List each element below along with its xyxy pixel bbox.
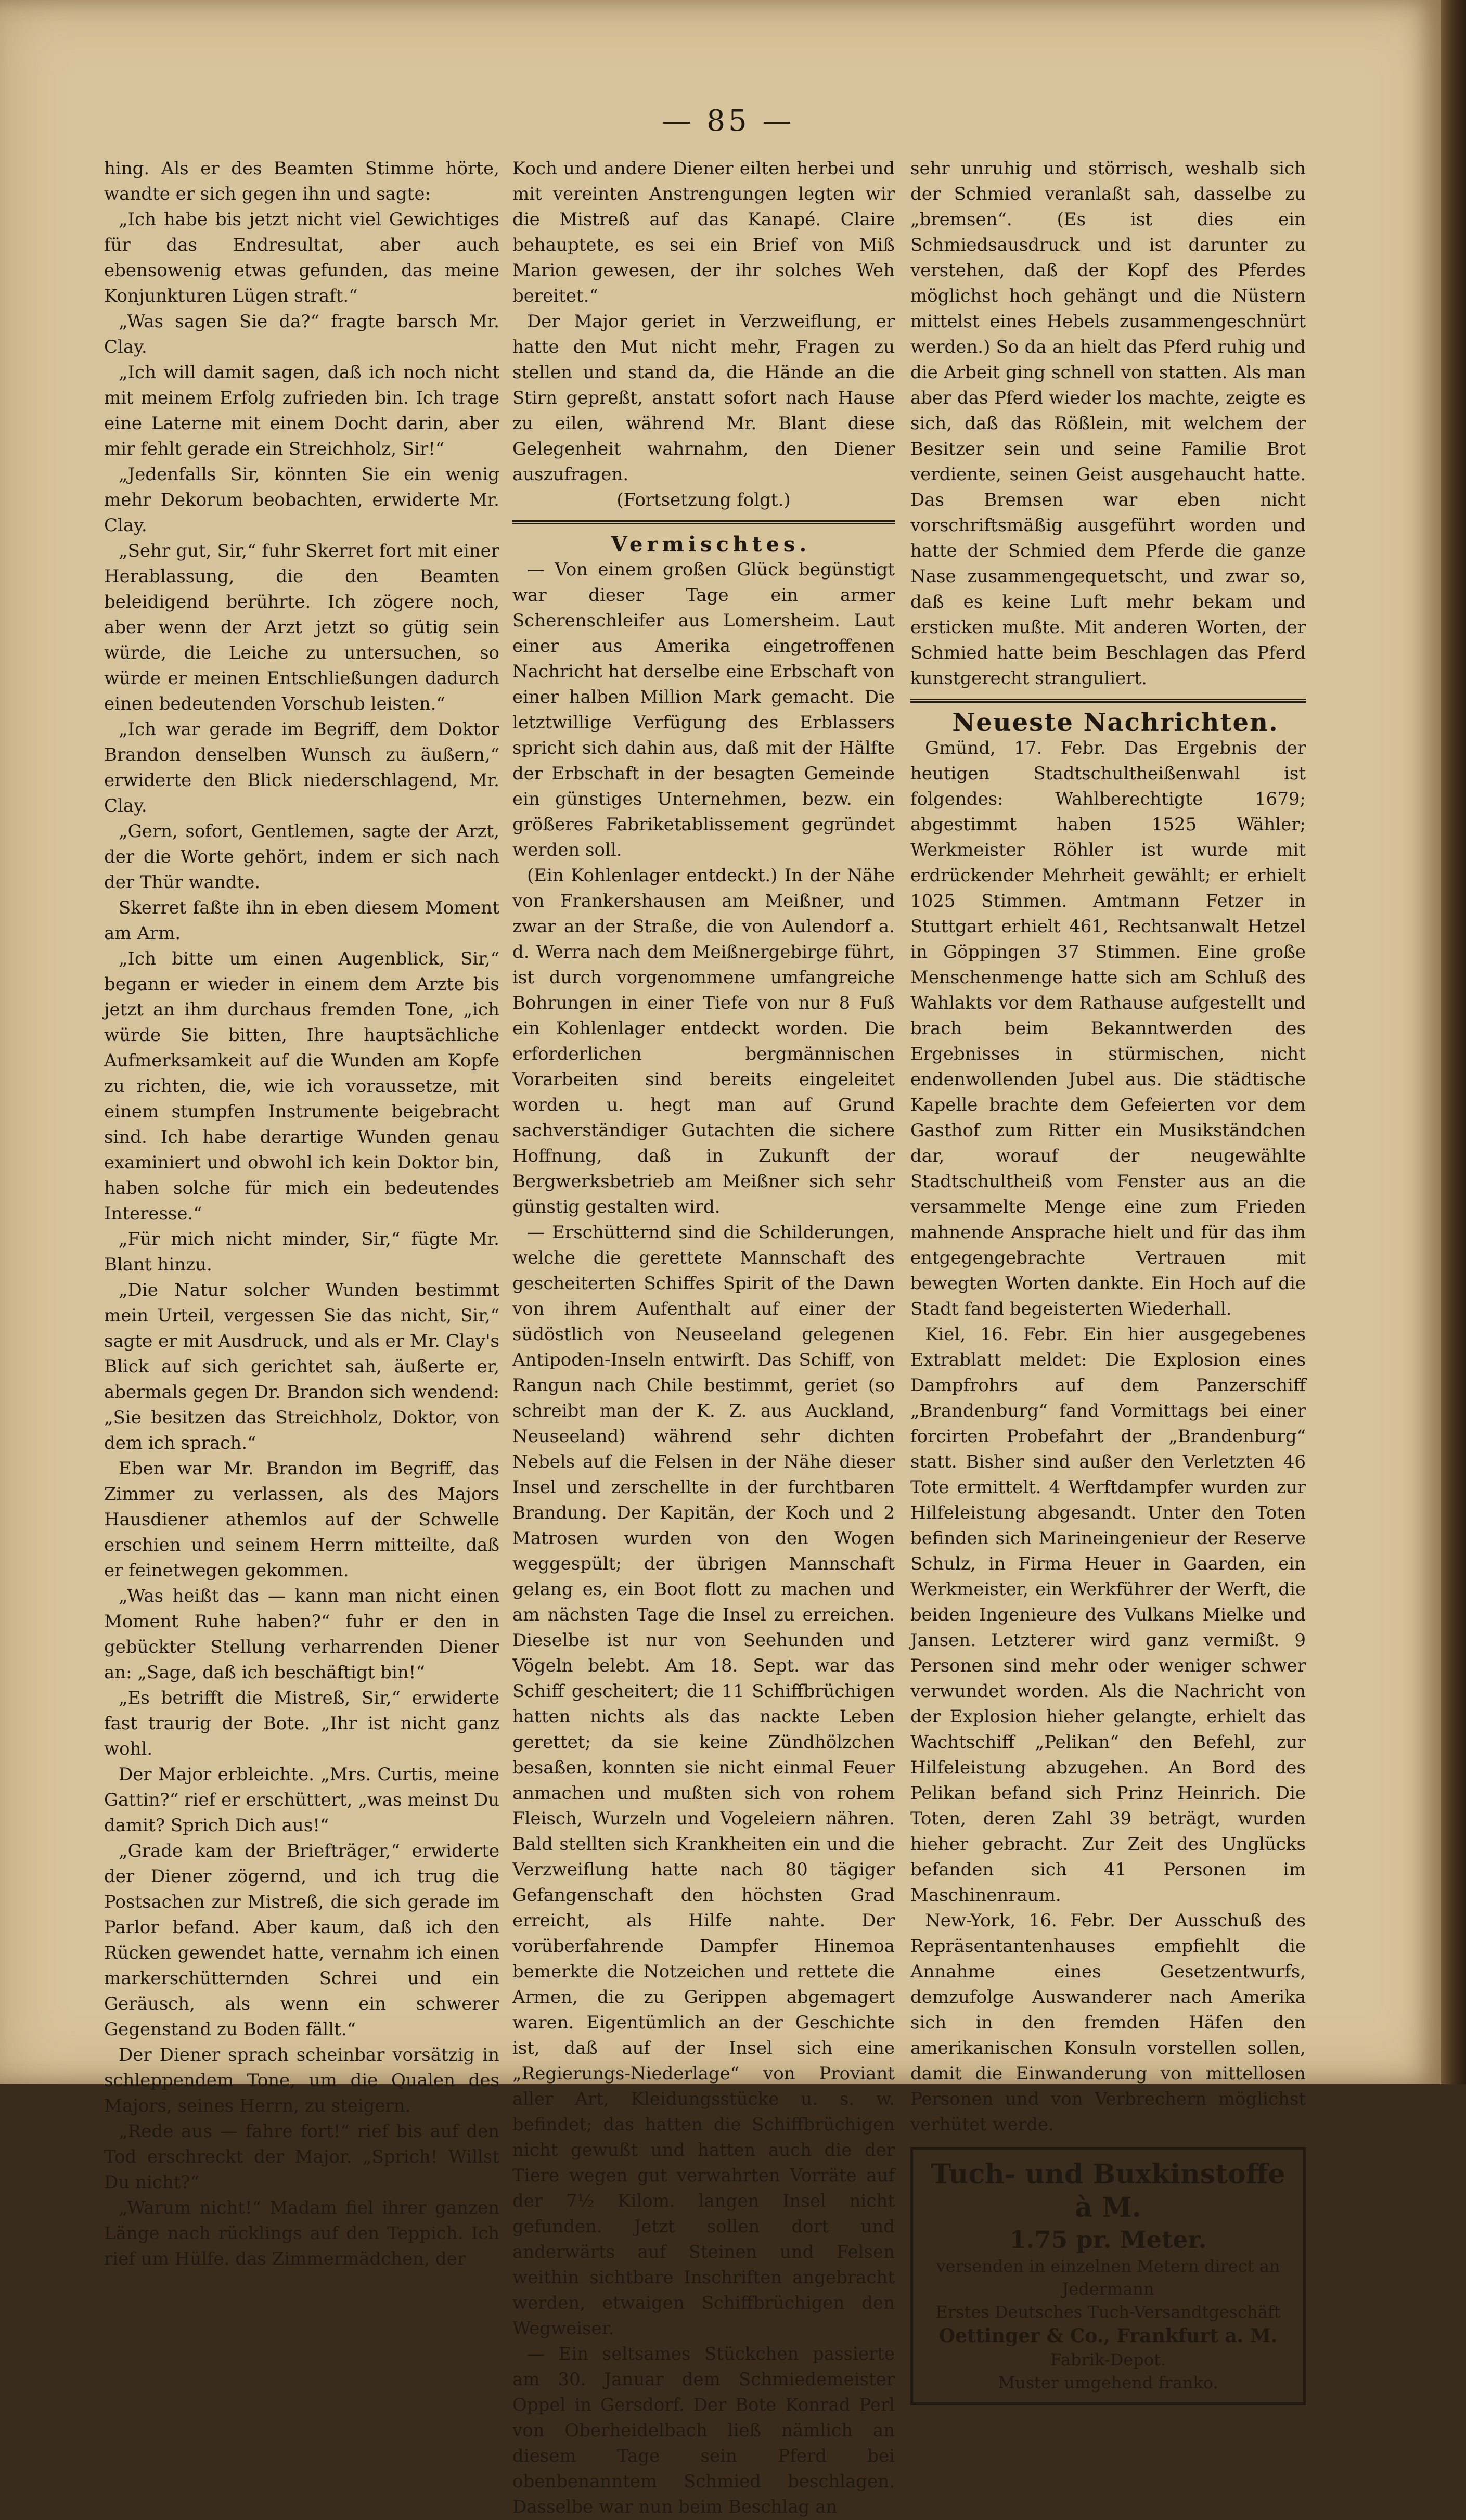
paragraph: Eben war Mr. Brandon im Begriff, das Zimmer zu verlassen, als des Majors Hausdiener athemlos auf der Schwelle erschien und seinem Herrn mitteilte, daß er feinetwegen gekommen. xyxy=(104,1458,499,1581)
section-title-vermischtes: Vermischtes. xyxy=(611,532,811,557)
paragraph: Koch und andere Diener eilten herbei und mit vereinten Anstrengungen legten wir die Mistreß auf das Kanapé. Claire behauptete, es sei ein Brief von Miß Marion gewesen, der ihr solches Weh bereitet.“ xyxy=(512,158,895,306)
column-1 xyxy=(104,156,499,2272)
paragraph: (Ein Kohlenlager entdeckt.) In der Nähe von Frankershausen am Meißner, und zwar an der Straße, die von Aulendorf a. d. Werra nach dem Meißnergebirge führt, ist durch vorgenommene umfangreiche Bohrungen in einer Tiefe von nur 8 Fuß ein Kohlenlager entdeckt worden. Die erforderlichen bergmännischen Vorarbeiten sind bereits eingeleitet worden u. hegt man auf Grund sachverständiger Gutachten die sichere Hoffnung, daß in Zukunft der Bergwerksbetrieb am Meißner sich sehr günstig gestalten wird. xyxy=(512,865,895,1217)
ad-price: 1.75 pr. Meter. xyxy=(1009,2226,1207,2254)
paragraph: „Was heißt das — kann man nicht einen Moment Ruhe haben?“ fuhr er den in gebückter Stellung verharrenden Diener an: „Sage, daß ich beschäftigt bin!“ xyxy=(104,1586,499,1683)
paragraph: Der Major geriet in Verzweiflung, er hatte den Mut nicht mehr, Fragen zu stellen und stand da, die Hände an die Stirn gepreßt, anstatt sofort nach Hause zu eilen, während Mr. Blant diese Gelegenheit wahrnahm, den Diener auszufragen. xyxy=(512,311,895,485)
paragraph: „Die Natur solcher Wunden bestimmt mein Urteil, vergessen Sie das nicht, Sir,“ sagte er mit Ausdruck, und als er Mr. Clay's Blick auf sich gerichtet sah, äußerte er, abermals gegen Dr. Brandon sich wendend: „Sie besitzen das Streichholz, Doktor, von dem ich sprach.“ xyxy=(104,1280,499,1454)
book-binding xyxy=(1441,0,1466,2084)
paragraph: „Für mich nicht minder, Sir,“ fügte Mr. Blant hinzu. xyxy=(104,1229,499,1275)
paragraph: „Was sagen Sie da?“ fragte barsch Mr. Clay. xyxy=(104,311,499,357)
paragraph: „Grade kam der Briefträger,“ erwiderte der Diener zögernd, und ich trug die Postsachen zur Mistreß, die sich gerade im Parlor befand. Aber kaum, daß ich den Rücken gewendet hatte, vernahm ich einen markerschütternden Schrei und ein Geräusch, als wenn ein schwerer Gegenstand zu Boden fällt.“ xyxy=(104,1841,499,2040)
paragraph: Skerret faßte ihn in eben diesem Moment am Arm. xyxy=(104,897,499,944)
section-divider xyxy=(512,520,895,524)
paragraph: „Ich habe bis jetzt nicht viel Gewichtiges für das Endresultat, aber auch ebensowenig etwas gefunden, das meine Konjunkturen Lügen straft.“ xyxy=(104,209,499,306)
paragraph: „Ich bitte um einen Augenblick, Sir,“ begann er wieder in einem dem Arzte bis jetzt an ihm durchaus fremden Tone, „ich würde Sie bitten, Ihre hauptsächliche Aufmerksamkeit auf die Wunden am Kopfe zu richten, die, wie ich voraussetze, mit einem stumpfen Instrumente beigebracht sind. Ich habe derartige Wunden genau examiniert und obwohl ich kein Doktor bin, haben solche für mich ein bedeutendes Interesse.“ xyxy=(104,948,499,1224)
advertisement-box xyxy=(910,2147,1306,2405)
paragraph: „Jedenfalls Sir, könnten Sie ein wenig mehr Dekorum beobachten, erwiderte Mr. Clay. xyxy=(104,464,499,536)
ad-text: Erstes Deutsches Tuch-Versandtgeschäft xyxy=(935,2302,1281,2322)
ad-title: Tuch- und Buxkinstoffe à M. xyxy=(931,2158,1285,2223)
paragraph: „Ich will damit sagen, daß ich noch nicht mit meinem Erfolg zufrieden bin. Ich trage eine Laterne mit einem Docht darin, aber mir fehlt gerade ein Streichholz, Sir!“ xyxy=(104,362,499,459)
paragraph: hing. Als er des Beamten Stimme hörte, wandte er sich gegen ihn und sagte: xyxy=(104,158,499,204)
ad-text: Jedermann xyxy=(1062,2279,1154,2299)
ad-company: Oettinger & Co., Frankfurt a. M. xyxy=(938,2325,1278,2347)
paragraph: „Warum nicht!“ Madam fiel ihrer ganzen Länge nach rücklings auf den Teppich. Ich rief um Hülfe. das Zimmermädchen, der xyxy=(104,2197,499,2269)
column-2 xyxy=(512,156,895,2520)
paragraph: „Sehr gut, Sir,“ fuhr Skerret fort mit einer Herablassung, die den Beamten beleidigend berührte. Ich zögere noch, aber wenn der Arzt jetzt so gütig sein würde, die Leiche zu untersuchen, so würde er meinen Entschließungen dadurch einen bedeutenden Vorschub leisten.“ xyxy=(104,541,499,714)
ad-text: versenden in einzelnen Metern direct an xyxy=(936,2256,1280,2276)
paragraph: Der Diener sprach scheinbar vorsätzig in schleppendem Tone, um die Qualen des Majors, seines Herrn, zu steigern. xyxy=(104,2045,499,2116)
paragraph: „Gern, sofort, Gentlemen, sagte der Arzt, der die Worte gehört, indem er sich nach der Thür wandte. xyxy=(104,821,499,893)
section-divider xyxy=(910,699,1306,703)
ad-text: Muster umgehend franko. xyxy=(998,2373,1218,2393)
page-number: — 85 — xyxy=(662,104,795,138)
continued-note: (Fortsetzung folgt.) xyxy=(616,490,791,510)
paragraph: „Ich war gerade im Begriff, dem Doktor Brandon denselben Wunsch zu äußern,“ erwiderte den Blick niederschlagend, Mr. Clay. xyxy=(104,719,499,816)
paragraph: — Ein seltsames Stückchen passierte am 30. Januar dem Schmiedemeister Oppel in Gersdorf. Der Bote Konrad Perl von Oberheidelbach ließ nämlich an diesem Tage sein Pferd bei obenbenanntem Schmied beschlagen. Dasselbe war nun beim Beschlag an xyxy=(512,2344,895,2517)
paragraph: New-York, 16. Febr. Der Ausschuß des Repräsentantenhauses empfiehlt die Annahme eines Gesetzentwurfs, demzufolge Auswanderer nach Amerika sich in den fremden Häfen den amerikanischen Konsuln vorstellen sollen, damit die Einwanderung von mittellosen Personen und von Verbrechern möglichst verhütet werde. xyxy=(910,1910,1306,2135)
paragraph: — Erschütternd sind die Schilderungen, welche die gerettete Mannschaft des gescheiterten Schiffes Spirit of the Dawn von ihrem Aufenthalt auf einer der südöstlich von Neuseeland gelegenen Antipoden-Inseln entwirft. Das Schiff, von Rangun nach Chile bestimmt, geriet (so schreibt man der K. Z. aus Auckland, Neuseeland) während sehr dichten Nebels auf die Felsen in der Nähe dieser Insel und zerschellte in der furchtbaren Brandung. Der Kapitän, der Koch und 2 Matrosen wurden von den Wogen weggespült; der übrigen Mannschaft gelang es, ein Boot flott zu machen und am nächsten Tage die Insel zu erreichen. Dieselbe ist nur von Seehunden und Vögeln belebt. Am 18. Sept. war das Schiff gescheitert; die 11 Schiffbrüchigen hatten nichts als das nackte Leben gerettet; da sie keine Zündhölzchen besaßen, konnten sie nicht einmal Feuer anmachen und mußten sich von rohem Fleisch, Wurzeln und Vogeleiern nähren. Bald stellten sich Krankheiten ein und die Verzweiflung hatte nach 80 tägiger Gefangenschaft den höchsten Grad erreicht, als Hilfe nahte. Der vorüberfahrende Dampfer Hinemoa bemerkte die Notzeichen und rettete die Armen, die zu Gerippen abgemagert waren. Eigentümlich an der Geschichte ist, daß auf der Insel sich eine „Regierungs-Niederlage“ von Proviant aller Art, Kleidungsstücke u. s. w. befindet; das hatten die Schiffbrüchigen nicht gewußt und hatten auch die der Tiere wegen gut verwahrten Vorräte auf der 7½ Kilom. langen Insel nicht gefunden. Jetzt sollen dort und anderwärts auf Steinen und Felsen weithin sichtbare Inschriften angebracht werden, etwaigen Schiffbrüchigen den Wegweiser. xyxy=(512,1222,895,2339)
paragraph: „Es betrifft die Mistreß, Sir,“ erwiderte fast traurig der Bote. „Ihr ist nicht ganz wohl. xyxy=(104,1688,499,1759)
paragraph: „Rede aus — fahre fort!“ rief bis auf den Tod erschreckt der Major. „Sprich! Willst Du nicht?“ xyxy=(104,2121,499,2193)
paragraph: Kiel, 16. Febr. Ein hier ausgegebenes Extrablatt meldet: Die Explosion eines Dampfrohrs auf dem Panzerschiff „Brandenburg“ fand Vormittags bei einer forcirten Probefahrt der „Brandenburg“ statt. Bisher sind außer den Verletzten 46 Tote ermittelt. 4 Werftdampfer wurden zur Hilfeleistung abgesandt. Unter den Toten befinden sich Marineingenieur der Reserve Schulz, in Firma Heuer in Gaarden, ein Werkmeister, ein Werkführer der Werft, die beiden Ingenieure des Vulkans Mielke und Jansen. Letzterer wird ganz vermißt. 9 Personen sind mehr oder weniger schwer verwundet worden. Als die Nachricht von der Explosion hieher gelangte, erhielt das Wachtschiff „Pelikan“ den Befehl, zur Hilfeleistung abzugehen. An Bord des Pelikan befand sich Prinz Heinrich. Die Toten, deren Zahl 39 beträgt, wurden hieher gebracht. Zur Zeit des Unglücks befanden sich 41 Personen im Maschinenraum. xyxy=(910,1324,1306,1906)
ad-text: Fabrik-Depot. xyxy=(1050,2350,1166,2370)
column-3 xyxy=(910,156,1306,2405)
section-title-neueste-nachrichten: Neueste Nachrichten. xyxy=(952,708,1279,737)
paragraph: — Von einem großen Glück begünstigt war dieser Tage ein armer Scherenschleifer aus Lomersheim. Laut einer aus Amerika eingetroffenen Nachricht hat derselbe eine Erbschaft von einer halben Million Mark gemacht. Die letztwillige Verfügung des Erblassers spricht sich dahin aus, daß mit der Hälfte der Erbschaft in der besagten Gemeinde ein günstiges Unternehmen, bezw. ein größeres Fabriketablissement gegründet werden soll. xyxy=(512,559,895,860)
paragraph: Der Major erbleichte. „Mrs. Curtis, meine Gattin?“ rief er erschüttert, „was meinst Du damit? Sprich Dich aus!“ xyxy=(104,1764,499,1836)
paragraph: Gmünd, 17. Febr. Das Ergebnis der heutigen Stadtschultheißenwahl ist folgendes: Wahlberechtigte 1679; abgestimmt haben 1525 Wähler; Werkmeister Röhler ist wurde mit erdrückender Mehrheit gewählt; er erhielt 1025 Stimmen. Amtmann Fetzer in Stuttgart erhielt 461, Rechtsanwalt Hetzel in Göppingen 37 Stimmen. Eine große Menschenmenge hatte sich am Schluß des Wahlakts vor dem Rathause aufgestellt und brach beim Bekanntwerden des Ergebnisses in stürmischen, nicht endenwollenden Jubel aus. Die städtische Kapelle brachte dem Gefeierten vor dem Gasthof zum Ritter ein Musikständchen dar, worauf der neugewählte Stadtschultheiß vom Fenster aus an die versammelte Menge eine zum Frieden mahnende Ansprache hielt und für das ihm entgegengebrachte Vertrauen mit bewegten Worten dankte. Ein Hoch auf die Stadt fand begeisterten Wiederhall. xyxy=(910,738,1306,1319)
paragraph: sehr unruhig und störrisch, weshalb sich der Schmied veranlaßt sah, dasselbe zu „bremsen“. (Es ist dies ein Schmiedsausdruck und ist darunter zu verstehen, daß der Kopf des Pferdes möglichst hoch gehängt und die Nüstern mittelst eines Hebels zusammengeschnürt werden.) So da an hielt das Pferd ruhig und die Arbeit ging schnell von statten. Als man aber das Pferd wieder los machte, zeigte es sich, daß das Rößlein, mit welchem der Besitzer sein und seine Familie Brot verdiente, seinen Geist ausgehaucht hatte. Das Bremsen war eben nicht vorschriftsmäßig ausgeführt worden und hatte der Schmied dem Pferde die ganze Nase zusammengequetscht, und zwar so, daß es keine Luft mehr bekam und ersticken mußte. Mit anderen Worten, der Schmied hatte beim Beschlagen das Pferd kunstgerecht stranguliert. xyxy=(910,158,1306,689)
